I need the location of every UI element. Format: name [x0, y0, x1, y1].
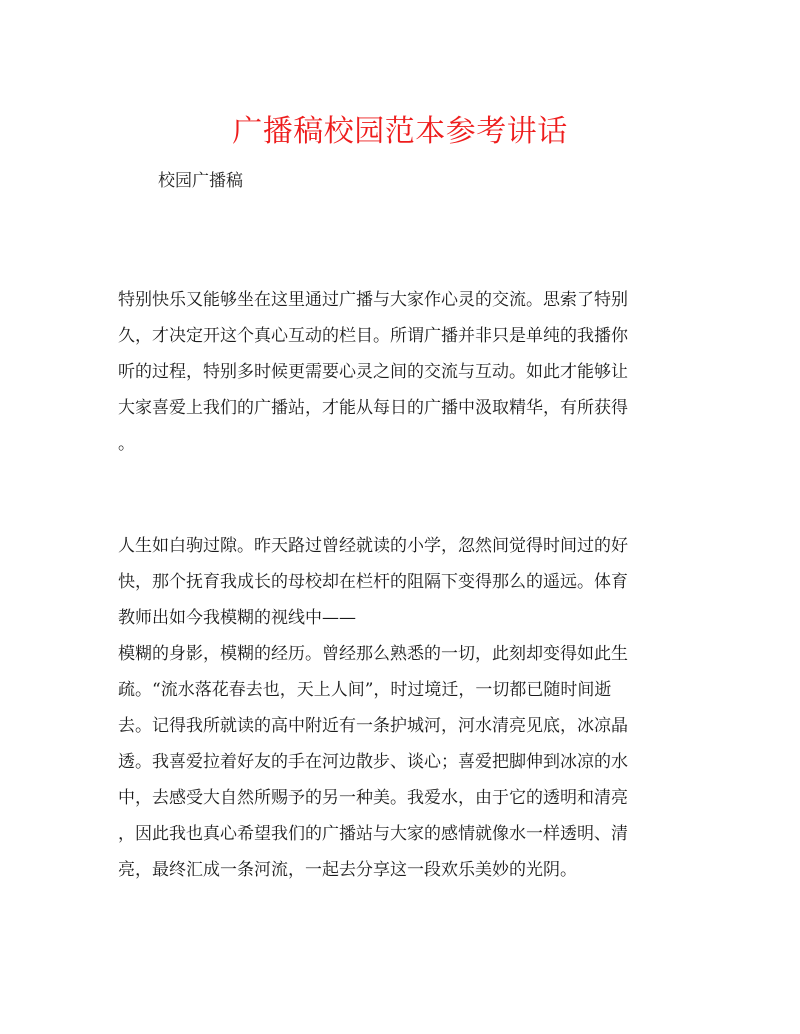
- paragraph-line: 大家喜爱上我们的广播站，才能从每日的广播中汲取精华，有所获得: [118, 398, 628, 418]
- paragraph-line: 快，那个抚育我成长的母校却在栏杆的阻隔下变得那么的遥远。体育: [118, 572, 628, 592]
- paragraph-3: [118, 636, 680, 888]
- paragraph-line: 模糊的身影，模糊的经历。曾经那么熟悉的一切，此刻却变得如此生: [118, 644, 628, 664]
- document-title: 广播稿校园范本参考讲话: [232, 114, 568, 149]
- paragraph-line: 教师出如今我模糊的视线中——: [118, 608, 356, 628]
- paragraph-line: ，因此我也真心希望我们的广播站与大家的感情就像水一样透明、清: [118, 824, 628, 844]
- paragraph-line: 去。记得我所就读的高中附近有一条护城河，河水清亮见底，冰凉晶: [118, 716, 628, 736]
- paragraph-line: 疏。“流水落花春去也，天上人间”，时过境迁，一切都已随时间逝: [118, 680, 612, 700]
- paragraph-line: 人生如白驹过隙。昨天路过曾经就读的小学，忽然间觉得时间过的好: [118, 536, 628, 556]
- paragraph-line: 亮，最终汇成一条河流，一起去分享这一段欢乐美妙的光阴。: [118, 860, 577, 880]
- document-subtitle: 校园广播稿: [158, 171, 243, 191]
- paragraph-line: 透。我喜爱拉着好友的手在河边散步、谈心；喜爱把脚伸到冰凉的水: [118, 752, 628, 772]
- paragraph-line: 。: [118, 434, 135, 454]
- paragraph-line: 久，才决定开这个真心互动的栏目。所谓广播并非只是单纯的我播你: [118, 326, 628, 346]
- paragraph-line: 中，去感受大自然所赐予的另一种美。我爱水，由于它的透明和清亮: [118, 788, 628, 808]
- paragraph-line: 听的过程，特别多时候更需要心灵之间的交流与互动。如此才能够让: [118, 362, 628, 382]
- paragraph-line: 特别快乐又能够坐在这里通过广播与大家作心灵的交流。思索了特别: [118, 290, 628, 310]
- paragraph-1: [118, 282, 680, 462]
- paragraph-2: [118, 528, 680, 636]
